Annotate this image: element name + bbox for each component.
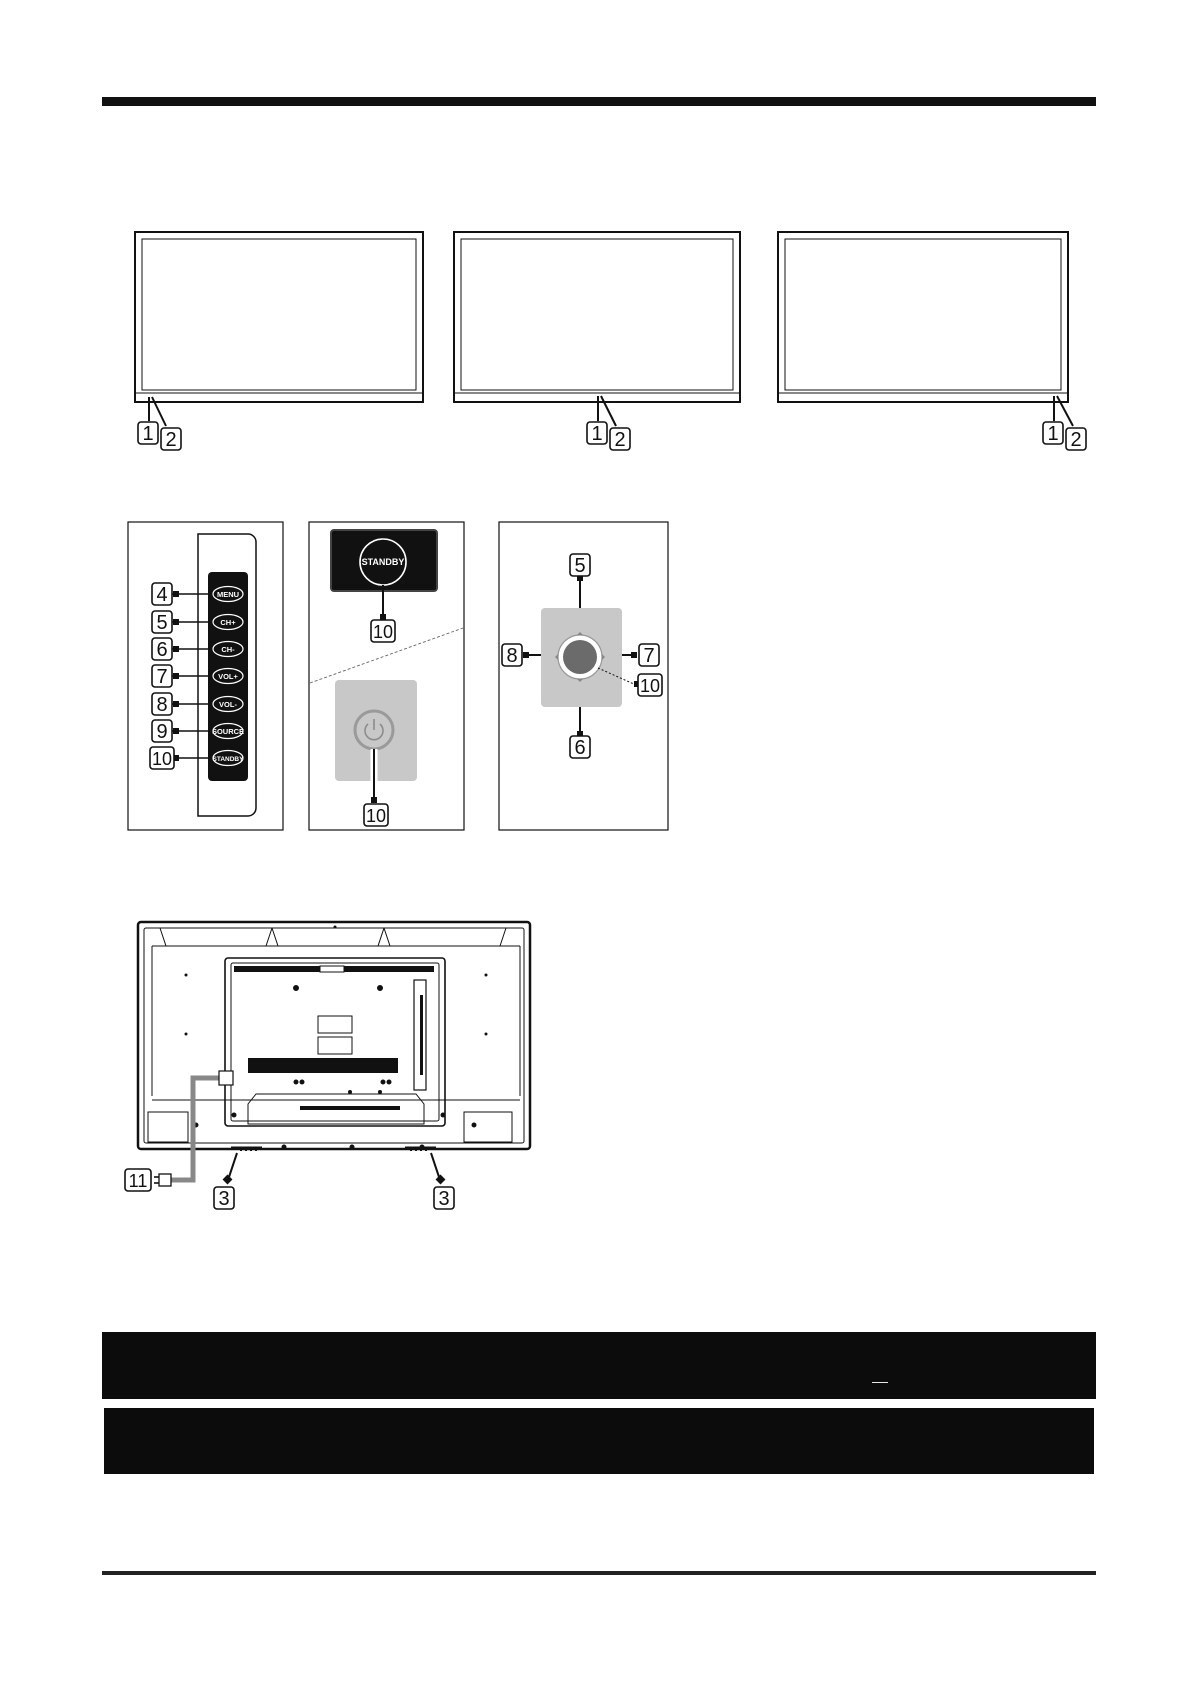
callout-8-keypad bbox=[152, 693, 172, 716]
keypad-button-source bbox=[212, 724, 244, 739]
svg-text:5: 5 bbox=[574, 555, 586, 577]
svg-text:CH+: CH+ bbox=[220, 618, 236, 627]
keypad-button-ch-up bbox=[213, 615, 243, 630]
callout-1-center bbox=[587, 422, 607, 445]
callout-6-joystick bbox=[570, 736, 590, 759]
tv-rear-view bbox=[138, 922, 530, 1151]
svg-text:9: 9 bbox=[156, 721, 168, 743]
tv-front-center bbox=[454, 232, 740, 402]
callout-5-keypad bbox=[152, 611, 172, 634]
keypad-button-vol-up bbox=[213, 669, 243, 684]
svg-text:2: 2 bbox=[165, 429, 177, 451]
callout-7-joystick bbox=[639, 644, 659, 667]
svg-text:10: 10 bbox=[372, 622, 394, 642]
svg-text:10: 10 bbox=[365, 806, 387, 826]
svg-text:CH-: CH- bbox=[221, 645, 235, 654]
black-banner-2 bbox=[104, 1408, 1094, 1474]
svg-text:VOL+: VOL+ bbox=[218, 672, 238, 681]
svg-text:3: 3 bbox=[218, 1188, 230, 1210]
svg-text:6: 6 bbox=[574, 737, 586, 759]
svg-text:1: 1 bbox=[1047, 423, 1059, 445]
svg-text:7: 7 bbox=[643, 645, 655, 667]
callout-4 bbox=[152, 583, 172, 606]
callout-10-joystick bbox=[638, 674, 662, 696]
callout-number: 1 bbox=[142, 423, 154, 445]
svg-text:4: 4 bbox=[156, 584, 168, 606]
svg-text:VOL-: VOL- bbox=[219, 700, 237, 709]
callout-10-bottom bbox=[364, 804, 388, 826]
keypad-button-vol-down bbox=[213, 697, 243, 712]
keypad-button-menu bbox=[213, 587, 243, 602]
callout-11 bbox=[125, 1169, 151, 1191]
callout-2-right bbox=[1066, 428, 1086, 451]
tv-front-left bbox=[135, 232, 423, 402]
power-plug-icon bbox=[154, 1174, 171, 1186]
callout-1-right bbox=[1043, 422, 1063, 445]
callout-3-left bbox=[214, 1187, 234, 1210]
svg-text:10: 10 bbox=[639, 676, 661, 696]
svg-text:MENU: MENU bbox=[216, 590, 240, 599]
callout-1-left bbox=[138, 422, 158, 445]
svg-text:10: 10 bbox=[151, 749, 173, 769]
svg-text:6: 6 bbox=[156, 639, 168, 661]
callout-5-joystick bbox=[570, 554, 590, 577]
svg-text:2: 2 bbox=[614, 429, 626, 451]
standby-label: STANDBY bbox=[361, 557, 405, 567]
svg-text:8: 8 bbox=[156, 694, 168, 716]
callout-2-center bbox=[610, 428, 630, 451]
svg-text:SOURCE: SOURCE bbox=[211, 727, 245, 736]
callout-2-left bbox=[161, 428, 181, 451]
black-banner-1 bbox=[102, 1332, 1096, 1399]
callout-9 bbox=[152, 720, 172, 743]
svg-text:8: 8 bbox=[506, 645, 518, 667]
svg-text:5: 5 bbox=[156, 612, 168, 634]
callout-10-keypad bbox=[150, 747, 174, 769]
tv-front-right bbox=[778, 232, 1068, 402]
svg-text:11: 11 bbox=[128, 1171, 148, 1191]
banner-dash bbox=[872, 1382, 888, 1383]
keypad-button-standby bbox=[213, 751, 245, 766]
callout-10-top bbox=[371, 620, 395, 642]
svg-text:1: 1 bbox=[591, 423, 603, 445]
callout-6-keypad bbox=[152, 638, 172, 661]
callout-7-keypad bbox=[152, 665, 172, 688]
svg-text:7: 7 bbox=[156, 666, 168, 688]
svg-text:2: 2 bbox=[1070, 429, 1082, 451]
keypad-button-ch-down bbox=[213, 642, 243, 657]
callout-8-joystick bbox=[502, 644, 522, 667]
bottom-rule bbox=[102, 1571, 1096, 1575]
callout-3-right bbox=[434, 1187, 454, 1210]
svg-text:3: 3 bbox=[438, 1188, 450, 1210]
svg-text:STANDBY: STANDBY bbox=[212, 756, 244, 763]
